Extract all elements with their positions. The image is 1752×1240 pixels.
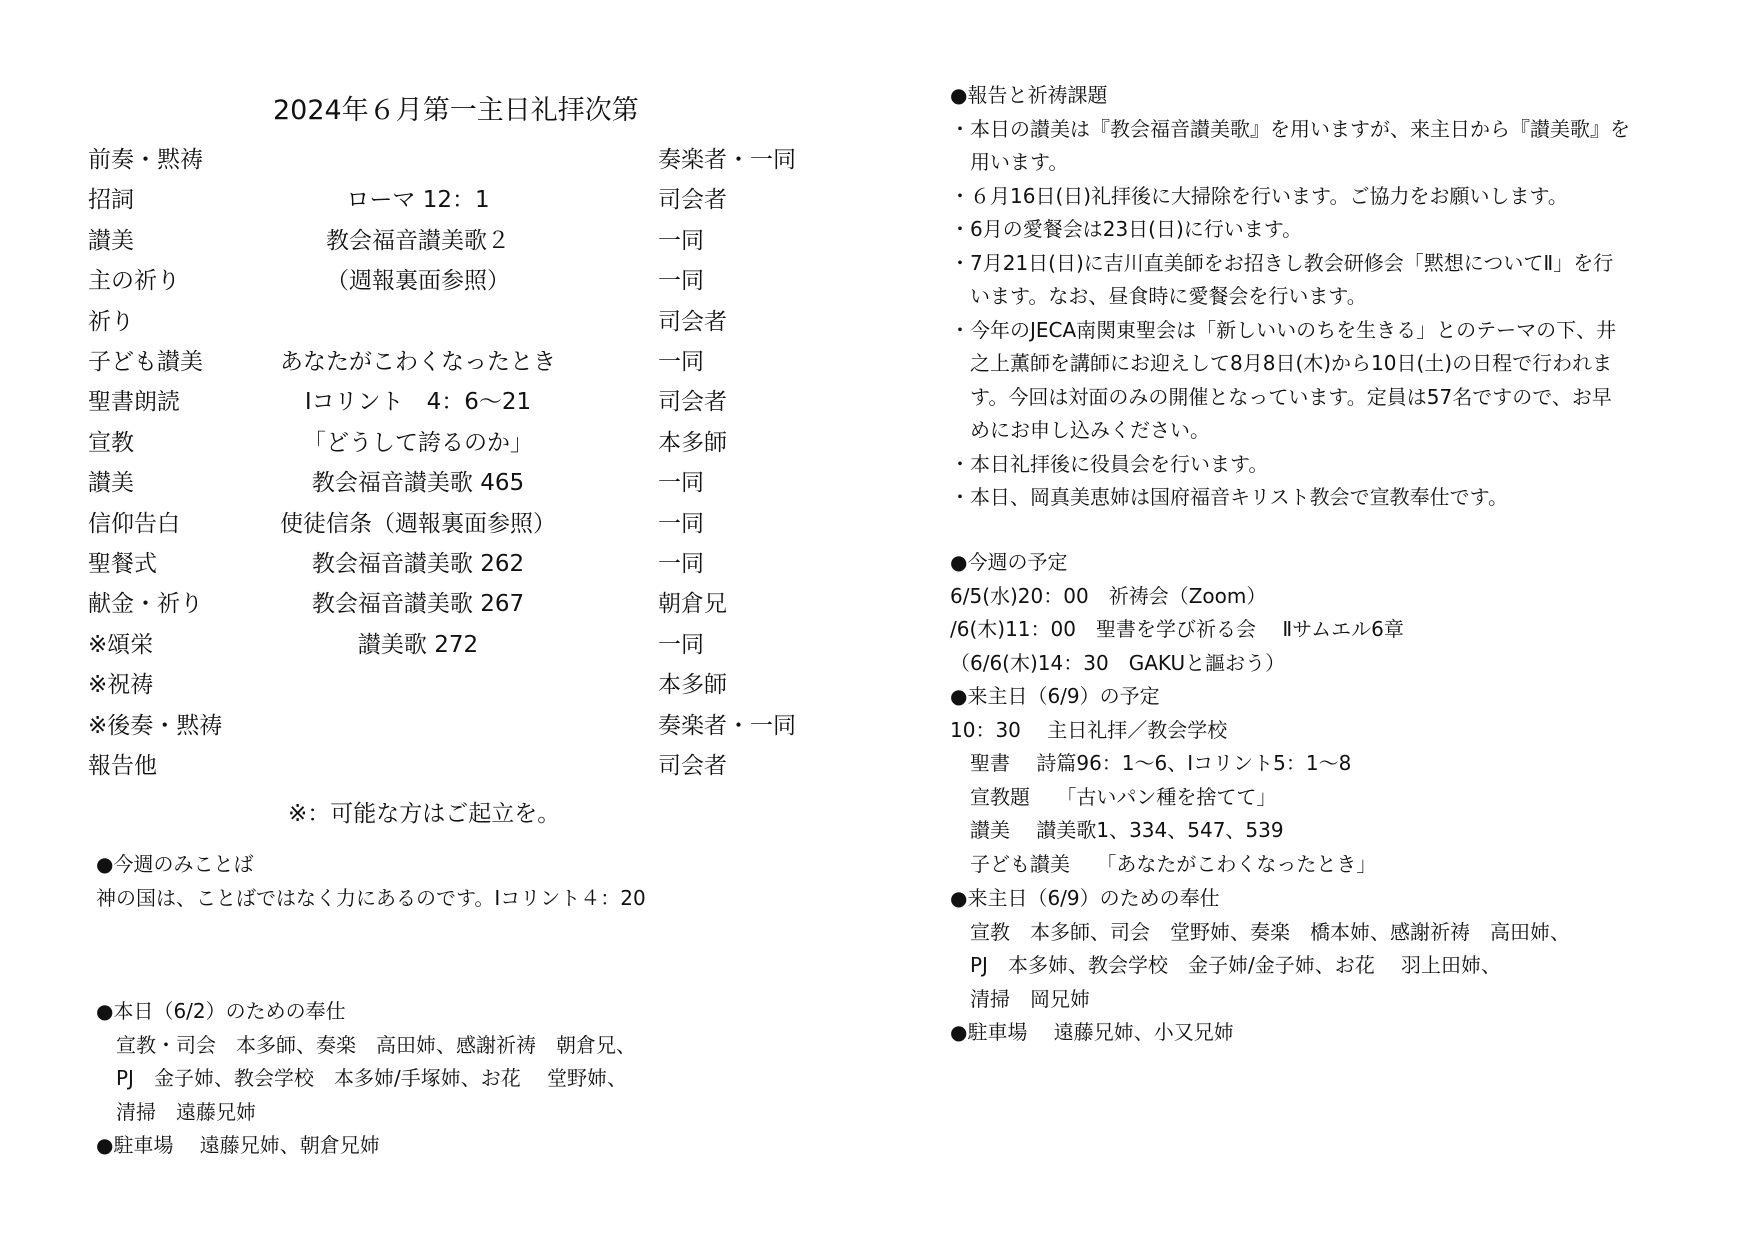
next-sunday-line: 聖書 詩篇96：1～6、Ⅰコリント5：1～8	[950, 751, 1352, 775]
next-service-section	[950, 882, 1570, 1050]
announcement-line: ・本日礼拝後に役員会を行います。	[950, 451, 1269, 476]
service-today-section	[96, 995, 636, 1163]
order-item: ※後奏・黙祷	[88, 712, 223, 739]
order-leader: 本多師	[658, 429, 727, 456]
order-item: 聖餐式	[88, 551, 157, 577]
order-leader: 一同	[658, 551, 704, 577]
order-row	[88, 383, 828, 419]
order-content: 教会福音讃美歌２	[326, 227, 510, 254]
order-content: 讃美歌 272	[357, 631, 479, 658]
this-week-heading: ●今週の予定	[950, 550, 1068, 574]
order-item: 聖書朗読	[88, 389, 180, 416]
order-content: 教会福音讃美歌 262	[311, 551, 525, 577]
next-service-line: 宣教 本多師、司会 堂野姉、奏楽 橋本姉、感謝祈祷 高田姉、	[950, 919, 1570, 944]
order-leader: 一同	[658, 268, 704, 295]
parking-today: ●駐車場 遠藤兄姉、朝倉兄姉	[96, 1133, 380, 1157]
order-leader: 司会者	[658, 389, 727, 416]
order-leader: 一同	[658, 510, 704, 537]
order-leader: 一同	[658, 631, 704, 658]
service-today-heading: ●本日（6/2）のための奉仕	[96, 999, 346, 1023]
order-leader: 司会者	[658, 187, 727, 214]
order-item: 報告他	[88, 753, 157, 779]
announcement-line: す。今回は対面のみの開催となっています。定員は57名ですので、お早	[950, 384, 1612, 409]
parking-next: ●駐車場 遠藤兄姉、小又兄姉	[950, 1020, 1234, 1044]
service-today-line: PJ 金子姉、教会学校 本多姉/手塚姉、お花 堂野姉、	[116, 1066, 628, 1090]
announcement-line: ・本日、岡真美恵姉は国府福音キリスト教会で宣教奉仕です。	[950, 485, 1508, 509]
order-row	[88, 303, 828, 339]
order-row	[88, 707, 828, 743]
order-content: Ⅰコリント 4：6～21	[304, 389, 532, 416]
stand-note: ※：可能な方はご起立を。	[288, 801, 561, 827]
order-content: （週報裏面参照）	[326, 268, 510, 295]
announcement-line: 之上薫師を講師にお迎えして8月8日(木)から10日(土)の日程で行われま	[950, 351, 1613, 375]
order-row	[88, 141, 828, 177]
this-week-line: /6(木)11：00 聖書を学び祈る会 Ⅱサムエル6章	[950, 617, 1404, 641]
next-sunday-line: 讃美 讃美歌1、334、547、539	[950, 818, 1284, 842]
order-item: 招詞	[88, 187, 134, 214]
order-item: 讃美	[88, 227, 134, 254]
order-row	[88, 585, 828, 621]
order-row	[88, 747, 828, 783]
announcement-line: 用います。	[950, 150, 1069, 174]
order-item: 信仰告白	[88, 510, 180, 537]
order-item: 主の祈り	[88, 268, 180, 295]
order-leader: 一同	[658, 227, 704, 254]
next-sunday-line: 10：30 主日礼拝／教会学校	[950, 717, 1228, 742]
order-row	[88, 464, 828, 500]
order-item: 讃美	[88, 470, 134, 497]
announcement-line: ・6月の愛餐会は23日(日)に行います。	[950, 217, 1303, 241]
order-leader: 一同	[658, 470, 704, 497]
next-service-line: PJ 本多姉、教会学校 金子姉/金子姉、お花 羽上田姉、	[950, 953, 1502, 977]
word-of-week-text: 神の国は、ことばではなく力にあるのです。Ⅰコリント４：20	[96, 885, 646, 910]
order-row	[88, 666, 828, 702]
service-today-line: 清掃 遠藤兄姉	[116, 1099, 256, 1124]
order-row	[88, 545, 828, 581]
order-item: ※祝祷	[88, 672, 154, 699]
order-row	[88, 262, 828, 298]
order-item: 前奏・黙祷	[88, 147, 203, 173]
next-service-line: 清掃 岡兄姉	[950, 986, 1090, 1011]
order-leader: 司会者	[658, 308, 727, 335]
next-sunday-heading: ●来主日（6/9）の予定	[950, 684, 1160, 708]
announcement-line: ・６月16日(日)礼拝後に大掃除を行います。ご協力をお願いします。	[950, 183, 1568, 208]
word-of-week-heading: ●今週のみことば	[96, 852, 254, 876]
order-item: 祈り	[88, 308, 134, 335]
next-sunday-line: 子ども讃美 「あなたがこわくなったとき」	[950, 851, 1377, 876]
order-leader: 本多師	[658, 672, 727, 699]
order-leader: 司会者	[658, 753, 727, 779]
announcements-section	[950, 79, 1630, 515]
announcement-line: います。なお、昼食時に愛餐会を行います。	[950, 284, 1367, 308]
service-today-line: 宣教・司会 本多師、奏楽 高田姉、感謝祈祷 朝倉兄、	[116, 1032, 636, 1057]
announcements-heading: ●報告と祈祷課題	[950, 83, 1108, 107]
announcement-line: めにお申し込みください。	[950, 418, 1210, 442]
order-row	[88, 424, 828, 460]
order-item: ※頌栄	[88, 631, 154, 658]
order-leader: 朝倉兄	[658, 591, 727, 618]
order-row	[88, 181, 828, 217]
order-content: 「どうして誇るのか」	[303, 429, 533, 456]
order-leader: 奏楽者・一同	[658, 147, 796, 173]
order-content: 教会福音讃美歌 465	[311, 470, 525, 497]
order-item: 献金・祈り	[88, 591, 203, 618]
announcement-line: ・本日の讃美は『教会福音讃美歌』を用いますが、来主日から『讃美歌』を	[950, 116, 1630, 141]
order-row	[88, 343, 828, 379]
next-service-heading: ●来主日（6/9）のための奉仕	[950, 886, 1220, 910]
order-leader: 奏楽者・一同	[658, 712, 796, 739]
announcement-line: ・今年のJECA南関東聖会は「新しいいのちを生きる」とのテーマの下、井	[950, 317, 1617, 342]
next-sunday-line: 宣教題 「古いパン種を捨てて」	[950, 784, 1277, 809]
order-content: 使徒信条（週報裏面参照）	[280, 510, 556, 537]
this-week-section	[950, 546, 1404, 680]
order-item: 宣教	[88, 429, 134, 456]
order-leader: 一同	[658, 349, 704, 375]
next-sunday-section	[950, 680, 1376, 881]
order-row	[88, 626, 828, 662]
this-week-line: （6/6(木)14：30 GAKUと謳おう）	[950, 650, 1286, 675]
order-row	[88, 505, 828, 541]
announcement-line: ・7月21日(日)に吉川直美師をお招きし教会研修会「黙想についてⅡ」を行	[950, 250, 1614, 275]
word-of-week-section	[96, 848, 646, 915]
order-content: あなたがこわくなったとき	[280, 349, 556, 375]
order-content: 教会福音讃美歌 267	[311, 591, 525, 618]
page-title: 2024年６月第一主日礼拝次第	[273, 95, 639, 126]
this-week-line: 6/5(水)20：00 祈祷会（Zoom）	[950, 583, 1267, 608]
order-content: ローマ 12：1	[346, 187, 490, 214]
order-item: 子ども讃美	[88, 349, 203, 375]
order-row	[88, 222, 828, 258]
